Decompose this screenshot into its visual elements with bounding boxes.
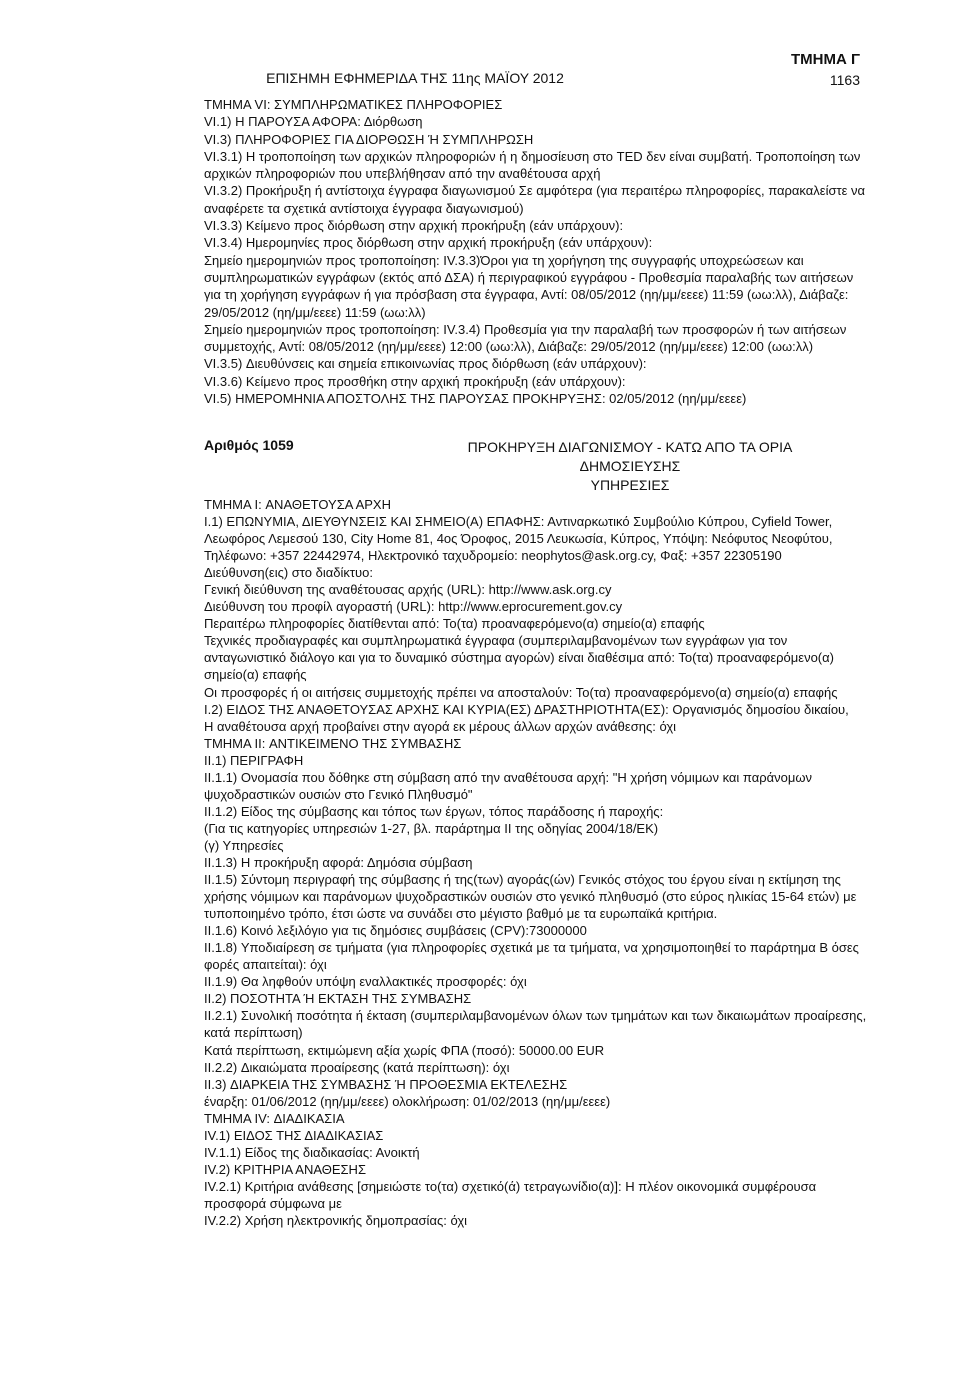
text-line: I.2) ΕΙΔΟΣ ΤΗΣ ΑΝΑΘΕΤΟΥΣΑΣ ΑΡΧΗΣ ΚΑΙ ΚΥΡΙΑ(ΕΣ) ΔΡΑΣΤΗΡΙΟΤΗΤΑ(ΕΣ): Οργανισμός δημοσίου δικαίου, <box>204 701 849 717</box>
text-line: VI.3.5) Διευθύνσεις και σημεία επικοινωνίας προς διόρθωση (εάν υπάρχουν): <box>204 356 647 372</box>
text-line: II.1.6) Κοινό λεξιλόγιο για τις δημόσιες συμβάσεις (CPV):73000000 <box>204 923 587 939</box>
text-line: VI.1) Η ΠΑΡΟΥΣΑ ΑΦΟΡΑ: Διόρθωση <box>204 114 423 130</box>
text-line: II.1.2) Είδος της σύμβασης και τόπος των έργων, τόπος παράδοσης ή παροχής: <box>204 803 664 819</box>
text-line: VI.3) ΠΛΗΡΟΦΟΡΙΕΣ ΓΙΑ ΔΙΟΡΘΩΣΗ Ή ΣΥΜΠΛΗΡΩΣΗ <box>204 131 534 147</box>
text-line: Περαιτέρω πληροφορίες διατίθενται από: Το(τα) προαναφερόμενο(α) σημείο(α) επαφής <box>204 616 705 632</box>
notice-title <box>420 438 840 495</box>
text-line: II.1.3) Η προκήρυξη αφορά: Δημόσια σύμβαση <box>204 854 473 870</box>
text-line: VI.3.1) Η τροποποίηση των αρχικών πληροφοριών ή η δημοσίευση στο TED δεν είναι συμβατή. Τροποποίηση των αρχικών πληροφοριών που υπεβλήθησαν από την αναθέτουσα αρχή <box>204 148 861 182</box>
text-line: I.1) ΕΠΩΝΥΜΙΑ, ΔΙΕΥΘΥΝΣΕΙΣ ΚΑΙ ΣΗΜΕΙΟ(Α) ΕΠΑΦΗΣ: Αντιναρκωτικό Συμβούλιο Κύπρου, Cyfield Tower, Λεωφόρος Λεμεσού 130, City Home 81, 4ος Όροφος, 2015 Λευκωσία, Κύπρος, Υπόψη: Νεόφυτος Νεοφύτου, Τηλέφωνο: +357 22442974, Ηλεκτρονικό ταχυδρομείο: neophytos@ask.org.cy, Φαξ: +357 22305190 <box>204 514 833 564</box>
text-line: II.2.2) Δικαιώματα προαίρεσης (κατά περίπτωση): όχι <box>204 1059 510 1075</box>
text-line: VI.3.3) Κείμενο προς διόρθωση στην αρχική προκήρυξη (εάν υπάρχουν): <box>204 218 624 234</box>
text-line: ΤΜΗΜΑ II: ΑΝΤΙΚΕΙΜΕΝΟ ΤΗΣ ΣΥΜΒΑΣΗΣ <box>204 735 462 751</box>
text-line: II.1.9) Θα ληφθούν υπόψη εναλλακτικές προσφορές: όχι <box>204 974 527 990</box>
text-line: ΤΜΗΜΑ VI: ΣΥΜΠΛΗΡΩΜΑΤΙΚΕΣ ΠΛΗΡΟΦΟΡΙΕΣ <box>204 97 503 112</box>
text-line: Γενική διεύθυνση της αναθέτουσας αρχής (URL): http://www.ask.org.cy <box>204 582 612 598</box>
text-line: Διεύθυνση(εις) στο διαδίκτυο: <box>204 565 373 581</box>
text-line: Οι προσφορές ή οι αιτήσεις συμμετοχής πρέπει να αποσταλούν: Το(τα) προαναφερόμενο(α) σημείο(α) επαφής <box>204 684 838 700</box>
text-line: II.1.8) Υποδιαίρεση σε τμήματα (για πληροφορίες σχετικά με τα τμήματα, να χρησιμοποιηθεί το παράρτημα Β όσες φορές απαιτείται): όχι <box>204 940 859 973</box>
text-line: IV.1.1) Είδος της διαδικασίας: Ανοικτή <box>204 1144 420 1160</box>
section-label: ΤΜΗΜΑ Γ <box>790 51 860 68</box>
text-line: ΤΜΗΜΑ IV: ΔΙΑΔΙΚΑΣΙΑ <box>204 1110 345 1126</box>
text-line: Σημείο ημερομηνιών προς τροποποίηση: IV.3.4) Προθεσμία για την παραλαβή των προσφορών ή των αιτήσεων συμμετοχής, Αντί: 08/05/2012 (ηη/μμ/εεεε) 12:00 (ωω:λλ), Διάβαζε: 29/05/2012 (ηη/μμ/εεεε) 12:00 (ωω:λλ) <box>204 321 847 355</box>
text-line: VI.5) ΗΜΕΡΟΜΗΝΙΑ ΑΠΟΣΤΟΛΗΣ ΤΗΣ ΠΑΡΟΥΣΑΣ ΠΡΟΚΗΡΥΞΗΣ: 02/05/2012 (ηη/μμ/εεεε) <box>204 391 747 407</box>
text-line: Διεύθυνση του προφίλ αγοραστή (URL): http://www.eprocurement.gov.cy <box>204 599 623 615</box>
text-line: Τεχνικές προδιαγραφές και συμπληρωματικά έγγραφα (συμπεριλαμβανομένων των εγγράφων για τον ανταγωνιστικό διάλογο και για το δυναμικό σύστημα αγορών) είναι διαθέσιμα από: Το(τα) προαναφερόμενο(α) σημείο(α) επαφής <box>204 633 834 683</box>
notice-title-line2: ΥΠΗΡΕΣΙΕΣ <box>590 477 670 493</box>
text-line: IV.1) ΕΙΔΟΣ ΤΗΣ ΔΙΑΔΙΚΑΣΙΑΣ <box>204 1127 384 1143</box>
notice-title-line1: ΠΡΟΚΗΡΥΞΗ ΔΙΑΓΩΝΙΣΜΟΥ - ΚΑΤΩ ΑΠΟ ΤΑ ΟΡΙΑ ΔΗΜΟΣΙΕΥΣΗΣ <box>467 439 793 474</box>
text-line: II.3) ΔΙΑΡΚΕΙΑ ΤΗΣ ΣΥΜΒΑΣΗΣ Ή ΠΡΟΘΕΣΜΙΑ ΕΚΤΕΛΕΣΗΣ <box>204 1076 568 1092</box>
text-line: VI.3.6) Κείμενο προς προσθήκη στην αρχική προκήρυξη (εάν υπάρχουν): <box>204 373 626 389</box>
text-line: II.1.1) Ονομασία που δόθηκε στη σύμβαση από την αναθέτουσα αρχή: "Η χρήση νόμιμων και παράνομων ψυχοδραστικών ουσιών στο Γενικό Πληθυσμό" <box>204 769 813 802</box>
text-line: VI.3.2) Προκήρυξη ή αντίστοιχα έγγραφα διαγωνισμού Σε αμφότερα (για περαιτέρω πληροφορίες, παρακαλείστε να αναφέρετε τα σχετικά αντίστοιχα έγγραφα διαγωνισμού) <box>204 183 866 216</box>
text-line: (Για τις κατηγορίες υπηρεσιών 1-27, βλ. παράρτημα II της οδηγίας 2004/18/ΕΚ) <box>204 820 659 836</box>
text-line: Η αναθέτουσα αρχή προβαίνει στην αγορά εκ μέρους άλλων αρχών ανάθεσης: όχι <box>204 718 677 734</box>
text-line: IV.2.2) Χρήση ηλεκτρονικής δημοπρασίας: όχι <box>204 1212 468 1228</box>
text-line: Σημείο ημερομηνιών προς τροποποίηση: IV.3.3)Όροι για τη χορήγηση της συγγραφής υποχρεώσεων και συμπληρωματικών εγγράφων (εκτός από ΔΣΑ) ή περιγραφικού εγγράφου - Προθεσμία παραλαβής των αιτήσεων για τη χορήγηση εγγράφων ή για πρόσβαση στα έγγραφα, Αντί: 08/05/2012 (ηη/μμ/εεεε) 11:59 (ωω:λλ), Διάβαζε: 29/05/2012 (ηη/μμ/εεεε) 11:59 (ωω:λλ) <box>204 252 854 320</box>
text-line: IV.2) ΚΡΙΤΗΡΙΑ ΑΝΑΘΕΣΗΣ <box>204 1161 366 1177</box>
notice-body-block <box>204 496 870 1229</box>
page-number: 1163 <box>829 72 860 88</box>
text-line: II.2.1) Συνολική ποσότητα ή έκταση (συμπεριλαμβανομένων όλων των τμημάτων και των δικαιωμάτων προαίρεσης, κατά περίπτωση) <box>204 1008 867 1041</box>
header-right <box>791 50 860 90</box>
supplementary-info-block <box>204 96 870 407</box>
text-line: (γ) Υπηρεσίες <box>204 837 284 853</box>
text-line: Κατά περίπτωση, εκτιμώμενη αξία χωρίς ΦΠΑ (ποσό): 50000.00 EUR <box>204 1042 605 1058</box>
gazette-header-title: ΕΠΙΣΗΜΗ ΕΦΗΜΕΡΙΔΑ ΤΗΣ 11ης ΜΑΪΟΥ 2012 <box>266 70 564 86</box>
text-line: II.1.5) Σύντομη περιγραφή της σύμβασης ή της(των) αγοράς(ών) Γενικός στόχος του έργου είναι η εκτίμηση της χρήσης νόμιμων και παράνομων ψυχοδραστικών ουσιών στο γενικό πληθυσμό (στο εύρος ηλικίας 15-64 ετών) με τυποποιημένο τρόπο, έτσι ώστε να συνάδει στο μέγιστο βαθμό με τα ευρωπαϊκά κριτήρια. <box>204 872 857 922</box>
notice-number: Αριθμός 1059 <box>204 437 294 453</box>
text-line: II.2) ΠΟΣΟΤΗΤΑ Ή ΕΚΤΑΣΗ ΤΗΣ ΣΥΜΒΑΣΗΣ <box>204 991 472 1007</box>
text-line: VI.3.4) Ημερομηνίες προς διόρθωση στην αρχική προκήρυξη (εάν υπάρχουν): <box>204 235 653 251</box>
text-line: IV.2.1) Κριτήρια ανάθεσης [σημειώστε το(τα) σχετικό(ά) τετραγωνίδιο(α)]: Η πλέον οικονομικά συμφέρουσα προσφορά σύμφωνα με <box>204 1178 817 1211</box>
text-line: ΤΜΗΜΑ I: ΑΝΑΘΕΤΟΥΣΑ ΑΡΧΗ <box>204 497 391 512</box>
text-line: έναρξη: 01/06/2012 (ηη/μμ/εεεε) ολοκλήρωση: 01/02/2013 (ηη/μμ/εεεε) <box>204 1093 611 1109</box>
text-line: II.1) ΠΕΡΙΓΡΑΦΗ <box>204 752 304 768</box>
